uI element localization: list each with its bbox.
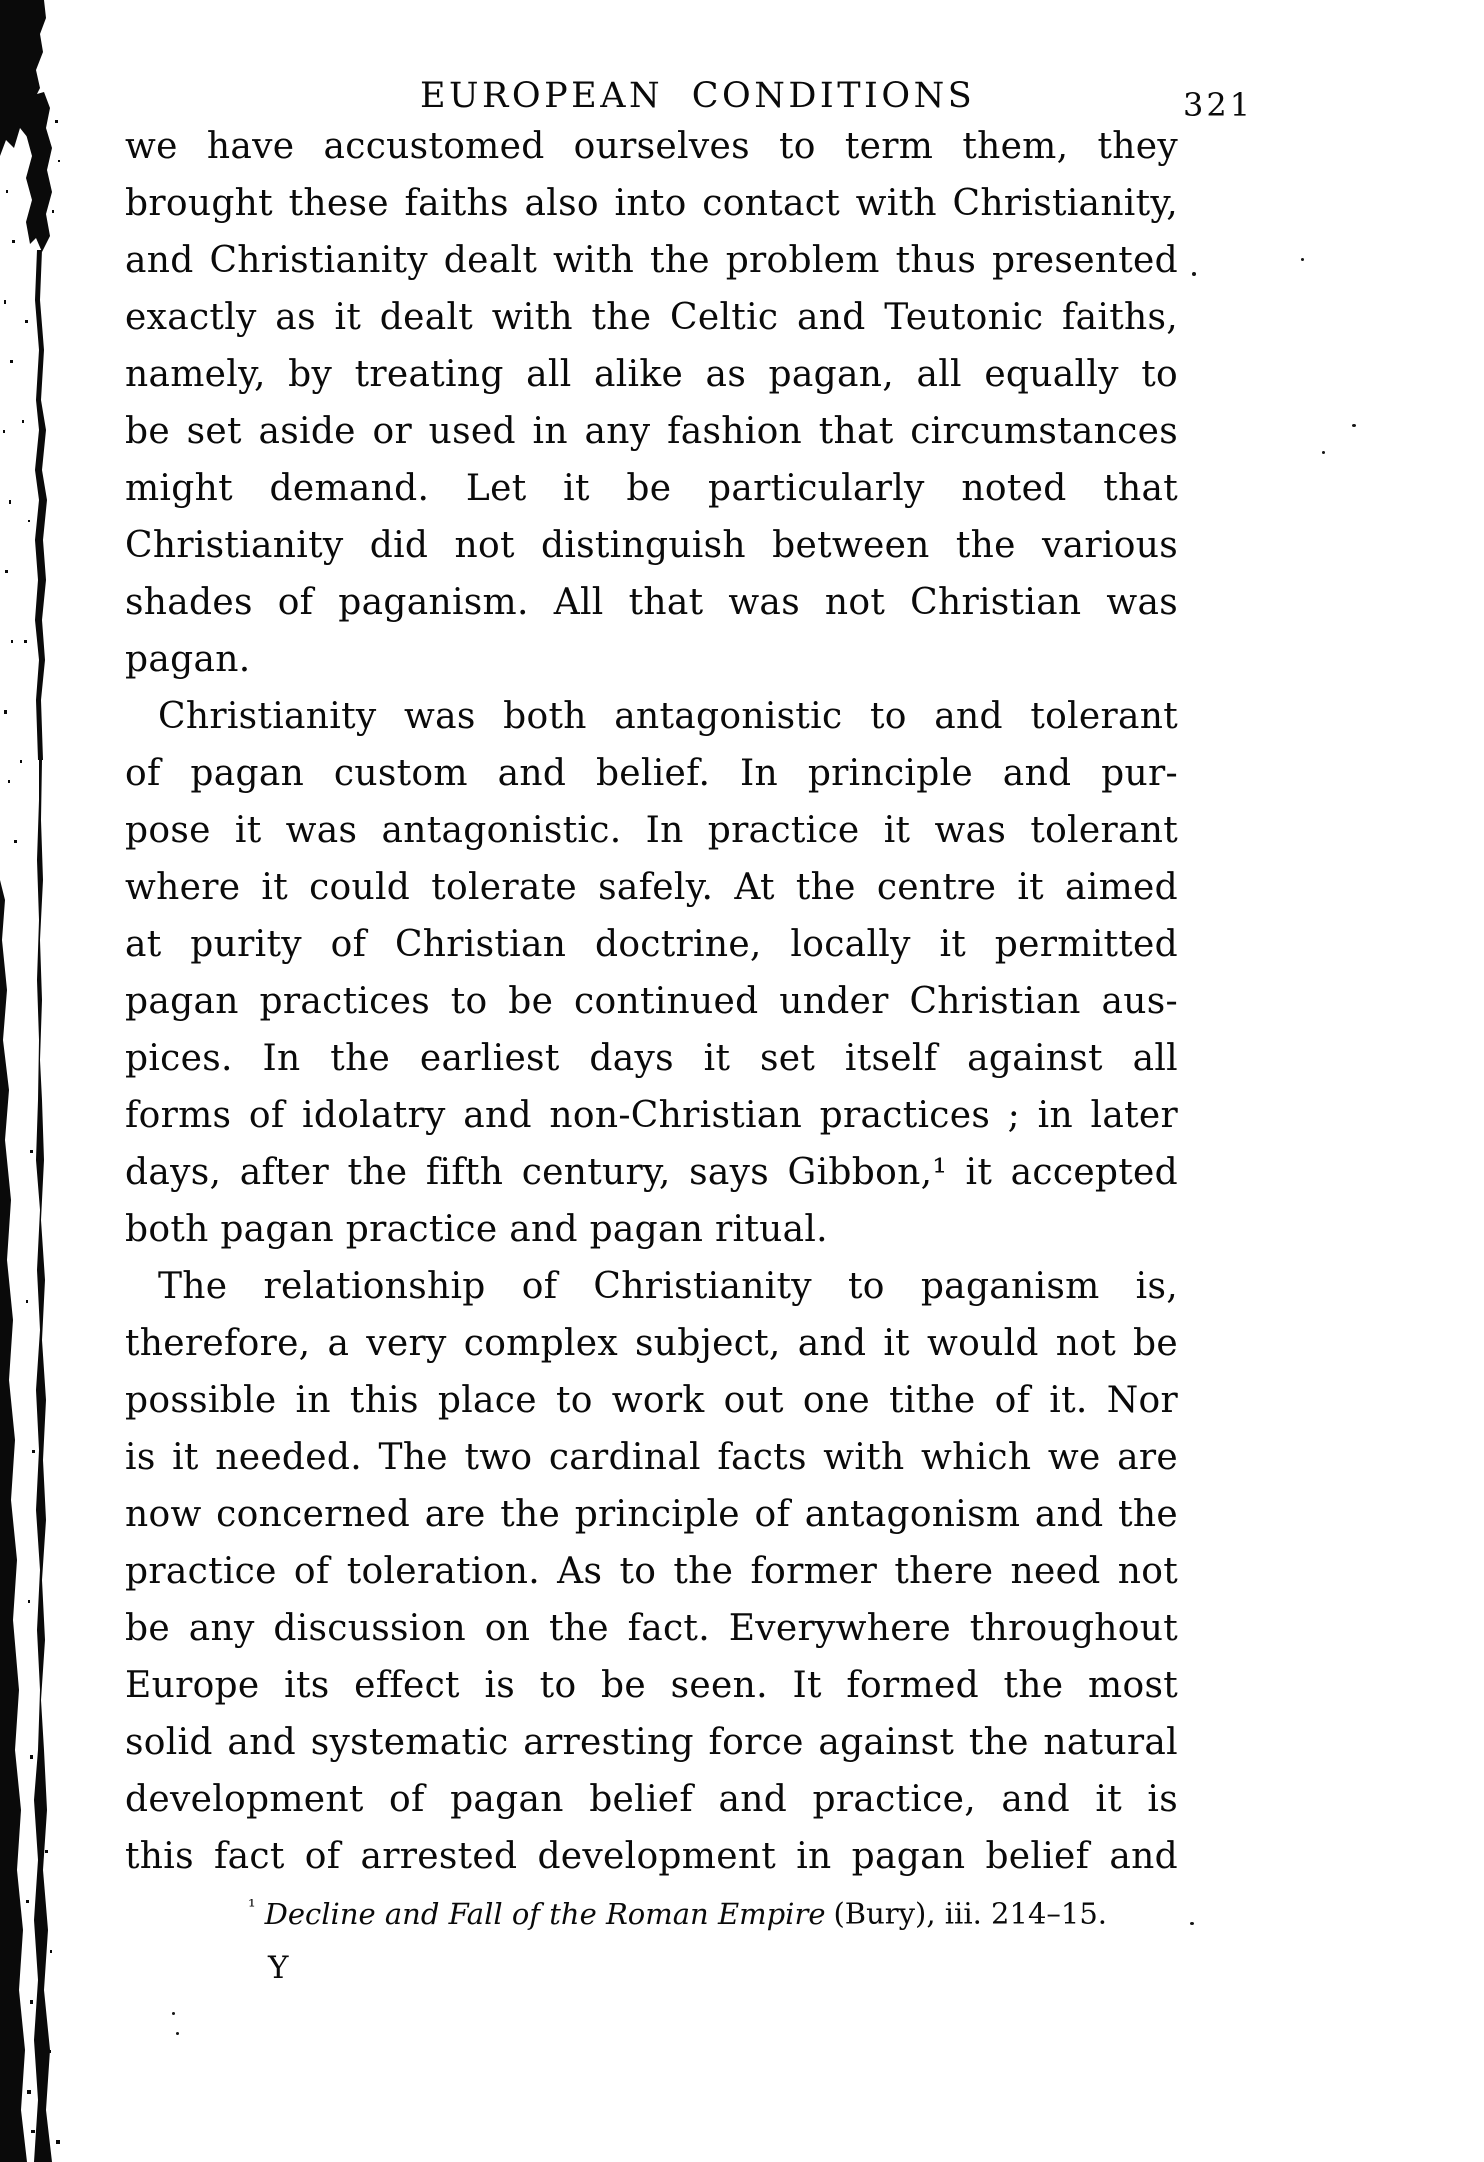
text-line: pose it was antagonistic. In practice it was tolerant	[125, 810, 1178, 851]
text-line: brought these faiths also into contact with Christianity,	[125, 183, 1178, 224]
scan-speck	[1322, 451, 1325, 454]
text-line: be any discussion on the fact. Everywhere throughout	[125, 1608, 1178, 1649]
footnote-marker: ¹	[248, 1896, 256, 1918]
text-line: forms of idolatry and non-Christian practices ; in later	[125, 1095, 1178, 1136]
text-line: The relationship of Christianity to paganism is,	[158, 1266, 1178, 1307]
running-header-title: EUROPEAN CONDITIONS	[420, 76, 976, 116]
footnote-citation: (Bury), iii. 214–15.	[833, 1896, 1108, 1931]
page-number: 321	[1183, 86, 1254, 124]
text-line: days, after the fifth century, says Gibbon,¹ it accepted	[125, 1152, 1178, 1193]
text-line: is it needed. The two cardinal facts with which we are	[125, 1437, 1178, 1478]
text-line: now concerned are the principle of antagonism and the	[125, 1494, 1178, 1535]
text-line: development of pagan belief and practice, and it is	[125, 1779, 1178, 1820]
text-line: might demand. Let it be particularly noted that	[125, 468, 1178, 509]
scan-speck	[172, 2012, 175, 2015]
signature-mark: Y	[268, 1950, 289, 1986]
footnote-work-title: Decline and Fall of the Roman Empire	[264, 1896, 826, 1931]
footnote	[248, 1896, 1107, 1931]
text-line: and Christianity dealt with the problem thus presented	[125, 240, 1178, 281]
scan-binding-artifact	[0, 0, 70, 2162]
text-line: this fact of arrested development in pagan belief and	[125, 1836, 1178, 1877]
text-line: practice of toleration. As to the former there need not	[125, 1551, 1178, 1592]
text-line: both pagan practice and pagan ritual.	[125, 1209, 828, 1250]
text-line: Christianity was both antagonistic to and tolerant	[158, 696, 1178, 737]
scan-speck	[1190, 1922, 1194, 1925]
text-line: therefore, a very complex subject, and it would not be	[125, 1323, 1178, 1364]
text-line: be set aside or used in any fashion that circumstances	[125, 411, 1178, 452]
scan-speck	[1192, 272, 1196, 276]
text-line: pagan practices to be continued under Christian aus-	[125, 981, 1178, 1022]
scan-speck	[1352, 424, 1356, 427]
text-line: exactly as it dealt with the Celtic and Teutonic faiths,	[125, 297, 1178, 338]
text-line: pagan.	[125, 639, 251, 680]
text-line: where it could tolerate safely. At the centre it aimed	[125, 867, 1178, 908]
text-line: shades of paganism. All that was not Christian was	[125, 582, 1178, 623]
text-line: we have accustomed ourselves to term them, they	[125, 126, 1178, 167]
text-line: Europe its effect is to be seen. It formed the most	[125, 1665, 1178, 1706]
text-line: namely, by treating all alike as pagan, all equally to	[125, 354, 1178, 395]
scan-speck	[1301, 258, 1304, 261]
text-line: possible in this place to work out one tithe of it. Nor	[125, 1380, 1178, 1421]
text-line: of pagan custom and belief. In principle and pur-	[125, 753, 1178, 794]
text-line: solid and systematic arresting force against the natural	[125, 1722, 1178, 1763]
scan-speck	[176, 2032, 179, 2035]
text-line: at purity of Christian doctrine, locally it permitted	[125, 924, 1178, 965]
body-text	[125, 118, 1178, 1885]
text-line: pices. In the earliest days it set itself against all	[125, 1038, 1178, 1079]
text-line: Christianity did not distinguish between the various	[125, 525, 1178, 566]
